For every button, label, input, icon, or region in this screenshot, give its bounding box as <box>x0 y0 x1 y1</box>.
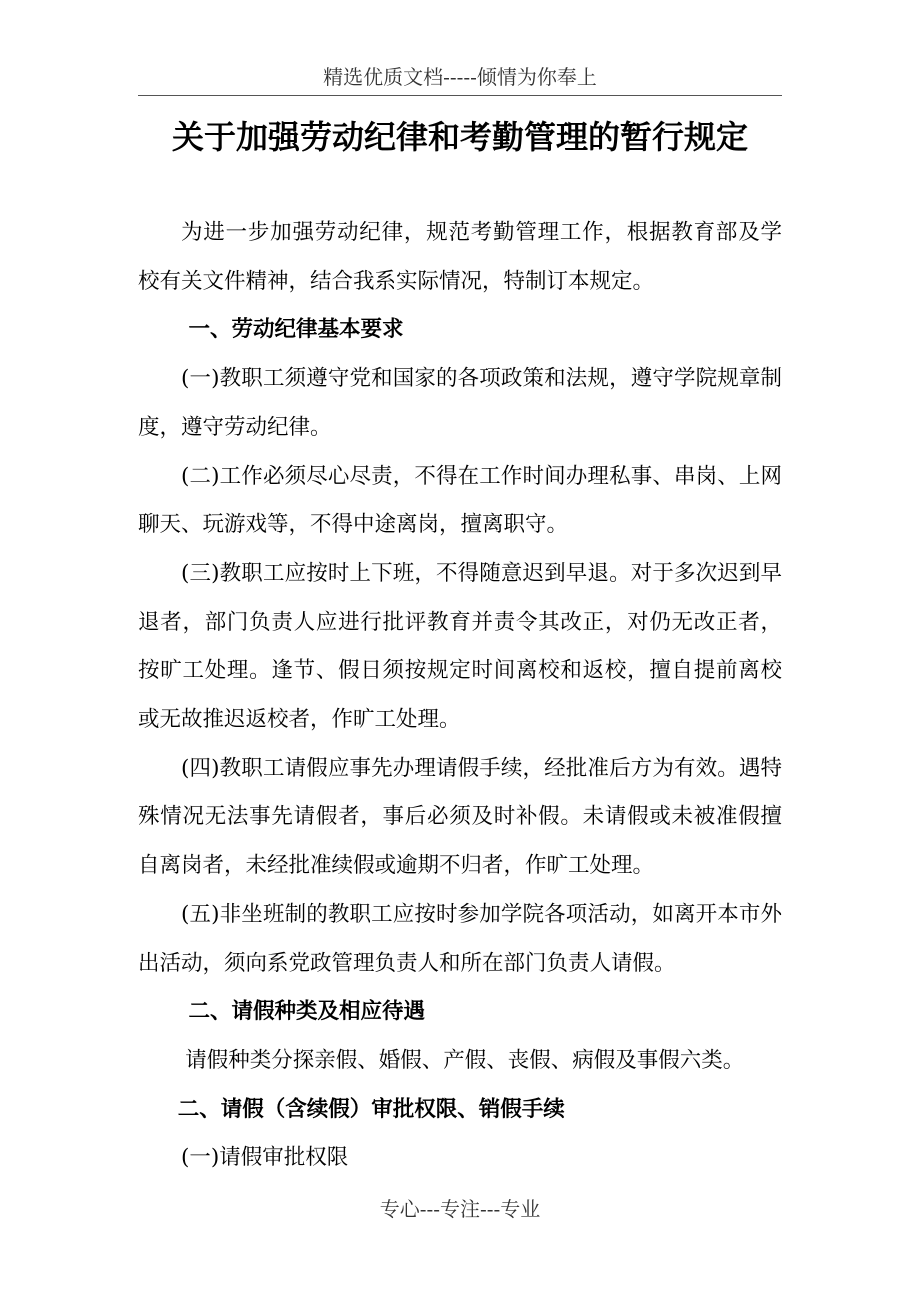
clause-3: (三)教职工应按时上下班，不得随意迟到早退。对于多次迟到早退者，部门负责人应进行批评教育并责令其改正，对仍无改正者，按旷工处理。逢节、假日须按规定时间离校和返校，擅自提前离校或无故推迟返校者，作旷工处理。 <box>138 560 782 733</box>
page-header: 精选优质文档-----倾情为你奉上 <box>323 65 597 89</box>
section-heading-labor-discipline: 一、劳动纪律基本要求 <box>188 317 404 343</box>
intro-paragraph: 为进一步加强劳动纪律，规范考勤管理工作，根据教育部及学校有关文件精神，结合我系实际情况，特制订本规定。 <box>138 220 782 294</box>
page-footer: 专心---专注---专业 <box>379 1197 541 1221</box>
section-heading-leave-types: 二、请假种类及相应待遇 <box>188 999 426 1025</box>
clause-2: (二)工作必须尽心尽责，不得在工作时间办理私事、串岗、上网聊天、玩游戏等，不得中途离岗，擅离职守。 <box>138 463 782 538</box>
clause-1: (一)教职工须遵守党和国家的各项政策和法规，遵守学院规章制度，遵守劳动纪律。 <box>138 366 782 440</box>
clause-4: (四)教职工请假应事先办理请假手续，经批准后方为有效。遇特殊情况无法事先请假者，事后必须及时补假。未请假或未被准假擅自离岗者，未经批准续假或逾期不归者，作旷工处理。 <box>138 755 782 879</box>
subsection-approval-authority: (一)请假审批权限 <box>181 1145 349 1171</box>
section-heading-approval: 二、请假（含续假）审批权限、销假手续 <box>177 1096 565 1122</box>
document-title: 关于加强劳动纪律和考勤管理的暂行规定 <box>171 118 748 156</box>
header-rule <box>138 95 782 96</box>
document-body <box>138 209 782 1183</box>
leave-types-paragraph: 请假种类分探亲假、婚假、产假、丧假、病假及事假六类。 <box>185 1047 745 1073</box>
clause-5: (五)非坐班制的教职工应按时参加学院各项活动，如离开本市外出活动，须向系党政管理负责人和所在部门负责人请假。 <box>138 901 782 976</box>
